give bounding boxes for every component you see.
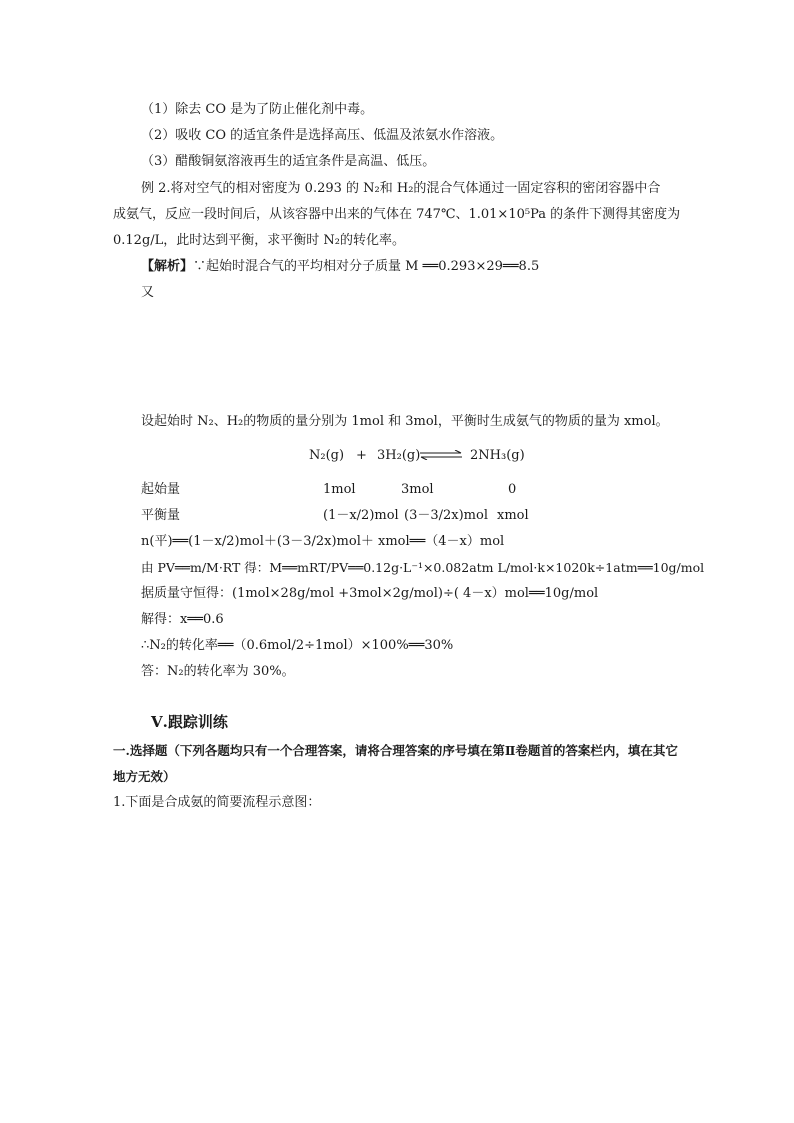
row-label: 起始量 (141, 482, 181, 497)
n2-amount: 1mol (323, 482, 356, 497)
calc-line-6: 答：N₂的转化率为 30%。 (141, 664, 295, 679)
calc-line-1: n(平)══(1－x/2)mol＋(3－3/2x)mol＋ xmol══（4－x）mol (141, 534, 505, 549)
question-1: 1.下面是合成氨的简要流程示意图： (113, 795, 321, 810)
reaction-equation (0, 447, 794, 465)
paragraph-1: （1）除去 CO 是为了防止催化剂中毒。 (141, 102, 374, 117)
example-2-line-2: 成氨气，反应一段时间后，从该容器中出来的气体在 747℃、1.01×10⁵Pa 的条件下测得其密度为 (113, 207, 681, 222)
row-label: 平衡量 (141, 508, 181, 523)
analysis-tag: 【解析】 (141, 259, 194, 274)
you-text: 又 (141, 285, 155, 300)
table-row-initial (0, 481, 794, 499)
h2-amount: (3－3/2x)mol (404, 508, 488, 523)
analysis-line (141, 258, 539, 276)
calc-line-4: 解得：x══0.6 (141, 612, 224, 627)
calc-line-5: ∴N₂的转化率══（0.6mol/2÷1mol）×100%══30% (141, 638, 454, 653)
equation-nh3: 2NH₃(g) (470, 448, 525, 463)
example-2-line-3: 0.12g/L，此时达到平衡，求平衡时 N₂的转化率。 (113, 233, 405, 248)
equation-h2: 3H₂(g) (377, 448, 421, 463)
paragraph-2: （2）吸收 CO 的适宜条件是选择高压、低温及浓氨水作溶液。 (141, 128, 504, 143)
section-instruction-line-1: 一.选择题（下列各题均只有一个合理答案，请将合理答案的序号填在第Ⅱ卷题首的答案栏内，填在其它 (113, 743, 678, 758)
section-instruction-line-2: 地方无效） (113, 769, 176, 784)
h2-amount: 3mol (401, 482, 434, 497)
equation-plus: + (356, 448, 367, 463)
section-title: Ⅴ.跟踪训练 (151, 713, 228, 731)
equation-n2: N₂(g) (309, 448, 345, 463)
calc-line-3: 据质量守恒得：(1mol×28g/mol +3mol×2g/mol)÷( 4－x）mol══10g/mol (141, 586, 599, 601)
example-2-line-1: 例 2.将对空气的相对密度为 0.293 的 N₂和 H₂的混合气体通过一固定容积的密闭容器中合 (141, 181, 661, 196)
n2-amount: (1－x/2)mol (323, 508, 399, 523)
analysis-text: ∵起始时混合气的平均相对分子质量 M ══0.293×29══8.5 (193, 259, 540, 274)
nh3-amount: 0 (508, 482, 517, 497)
paragraph-3: （3）醋酸铜氨溶液再生的适宜条件是高温、低压。 (141, 154, 436, 169)
table-row-equilibrium (0, 507, 794, 525)
calc-line-2: 由 PV══m/M·RT 得：M══mRT/PV══0.12g·L⁻¹×0.082atm L/mol·k×1020k÷1atm══10g/mol (141, 560, 705, 575)
assumption-line: 设起始时 N₂、H₂的物质的量分别为 1mol 和 3mol，平衡时生成氨气的物质的量为 xmol。 (141, 414, 669, 429)
nh3-amount: xmol (497, 508, 529, 523)
